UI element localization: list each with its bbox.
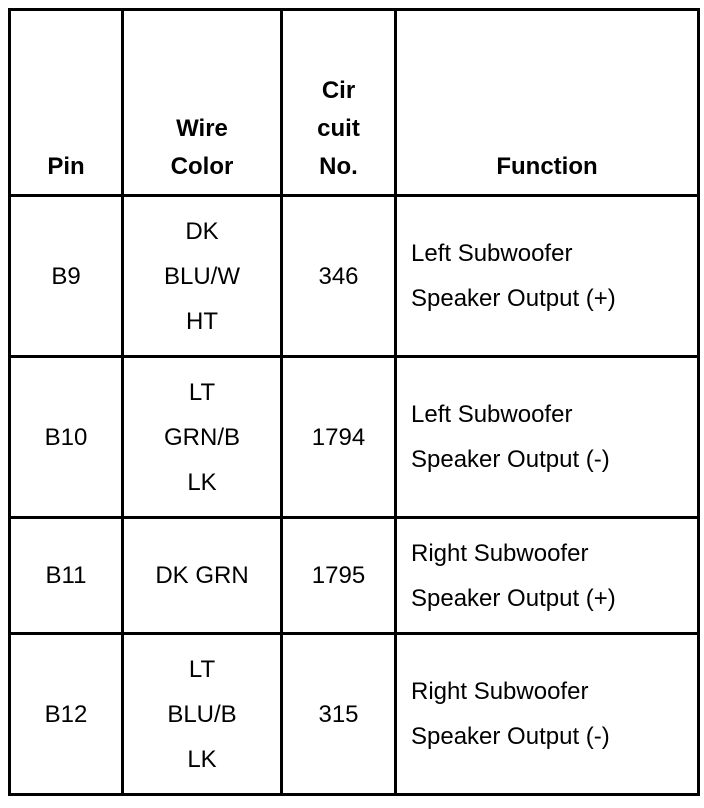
- function-cell: [396, 196, 699, 357]
- header-circuit-line: Cir: [321, 77, 356, 104]
- wire-color-cell: [123, 357, 282, 518]
- wire-color-line: LT: [188, 378, 216, 406]
- circuit-cell: 1794: [282, 357, 396, 518]
- wire-color-line: HT: [186, 307, 218, 335]
- header-wire-color: [123, 10, 282, 196]
- function-cell: [396, 357, 699, 518]
- wire-color-cell: [123, 518, 282, 634]
- wire-color-cell: [123, 634, 282, 795]
- header-circuit-line: cuit: [317, 115, 360, 142]
- wire-color-line: BLU/W: [163, 262, 240, 290]
- header-circuit-line: No.: [319, 153, 358, 180]
- circuit-cell: 346: [282, 196, 396, 357]
- function-line: Speaker Output (-): [411, 446, 610, 473]
- function-line: Speaker Output (+): [411, 584, 616, 612]
- table-row: [10, 196, 699, 357]
- header-function: Function: [396, 10, 699, 196]
- header-wire-color-line: Color: [170, 153, 234, 180]
- pin-cell: B10: [10, 357, 123, 518]
- circuit-cell: 1795: [282, 518, 396, 634]
- table-row: [10, 518, 699, 634]
- function-line: Left Subwoofer: [411, 240, 573, 267]
- function-cell: [396, 518, 699, 634]
- header-wire-color-line: Wire: [176, 115, 228, 142]
- pin-cell: B9: [10, 196, 123, 357]
- header-circuit-no: [282, 10, 396, 196]
- pin-cell: B12: [10, 634, 123, 795]
- circuit-cell: 315: [282, 634, 396, 795]
- wire-color-line: DK GRN: [155, 562, 249, 589]
- header-row: [10, 10, 699, 196]
- function-line: Speaker Output (-): [411, 723, 610, 750]
- wire-color-line: GRN/B: [163, 423, 240, 451]
- pin-cell: B11: [10, 518, 123, 634]
- wire-color-line: LT: [188, 655, 216, 683]
- function-line: Speaker Output (+): [411, 285, 616, 312]
- function-line: Left Subwoofer: [411, 401, 573, 428]
- wire-color-line: DK: [185, 217, 219, 245]
- header-pin: Pin: [10, 10, 123, 196]
- table-row: [10, 357, 699, 518]
- pin-table: [8, 8, 700, 796]
- function-line: Right Subwoofer: [411, 678, 589, 705]
- wire-color-line: LK: [187, 745, 217, 773]
- table-row: [10, 634, 699, 795]
- wire-color-line: LK: [187, 468, 217, 496]
- function-cell: [396, 634, 699, 795]
- function-line: Right Subwoofer: [411, 539, 589, 567]
- wire-color-line: BLU/B: [167, 700, 237, 728]
- wire-color-cell: [123, 196, 282, 357]
